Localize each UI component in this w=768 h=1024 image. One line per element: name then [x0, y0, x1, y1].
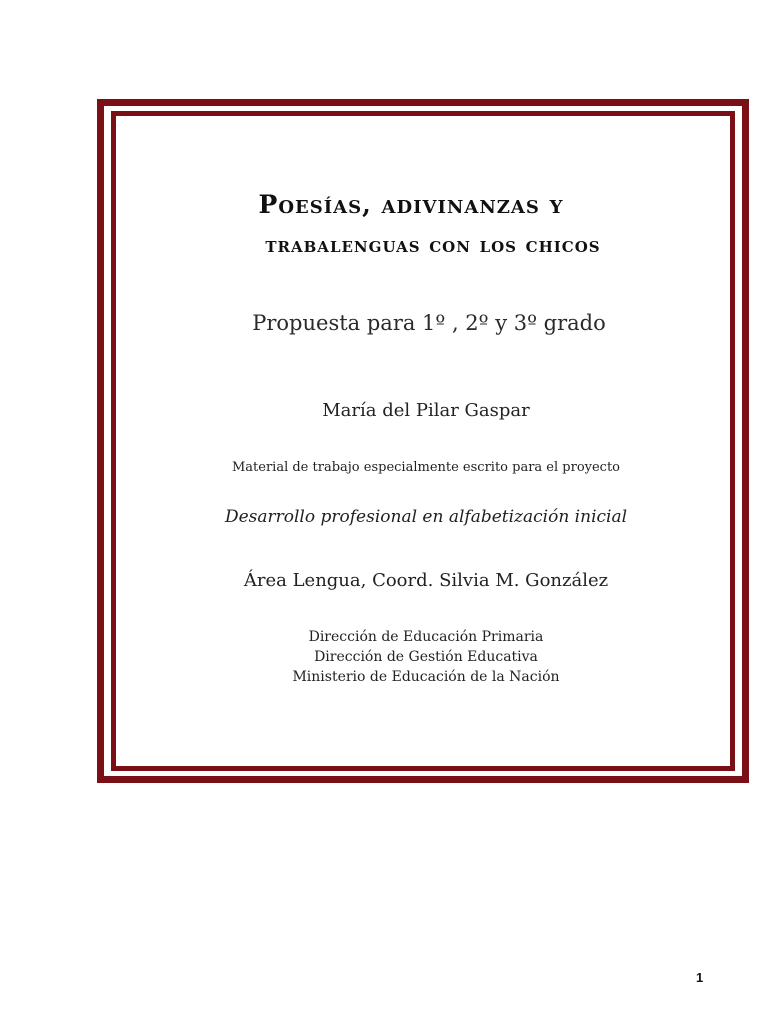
organization-line-2: Dirección de Gestión Educativa [314, 649, 538, 665]
page-number: 1 [696, 970, 704, 985]
title-line-1: Poesías, adivinanzas y [258, 190, 564, 219]
organization-line-3: Ministerio de Educación de la Nación [292, 669, 560, 685]
project-name: Desarrollo profesional en alfabetización inicial [224, 507, 628, 527]
subtitle: Propuesta para 1º , 2º y 3º grado [252, 311, 606, 335]
organization-line-1: Dirección de Educación Primaria [308, 629, 544, 645]
title-line-2: trabalenguas con los chicos [265, 232, 601, 258]
cover-content [120, 120, 726, 760]
area-coordination: Área Lengua, Coord. Silvia M. González [243, 570, 609, 591]
material-note: Material de trabajo especialmente escrito para el proyecto [231, 460, 621, 475]
author-name: María del Pilar Gaspar [322, 400, 530, 421]
